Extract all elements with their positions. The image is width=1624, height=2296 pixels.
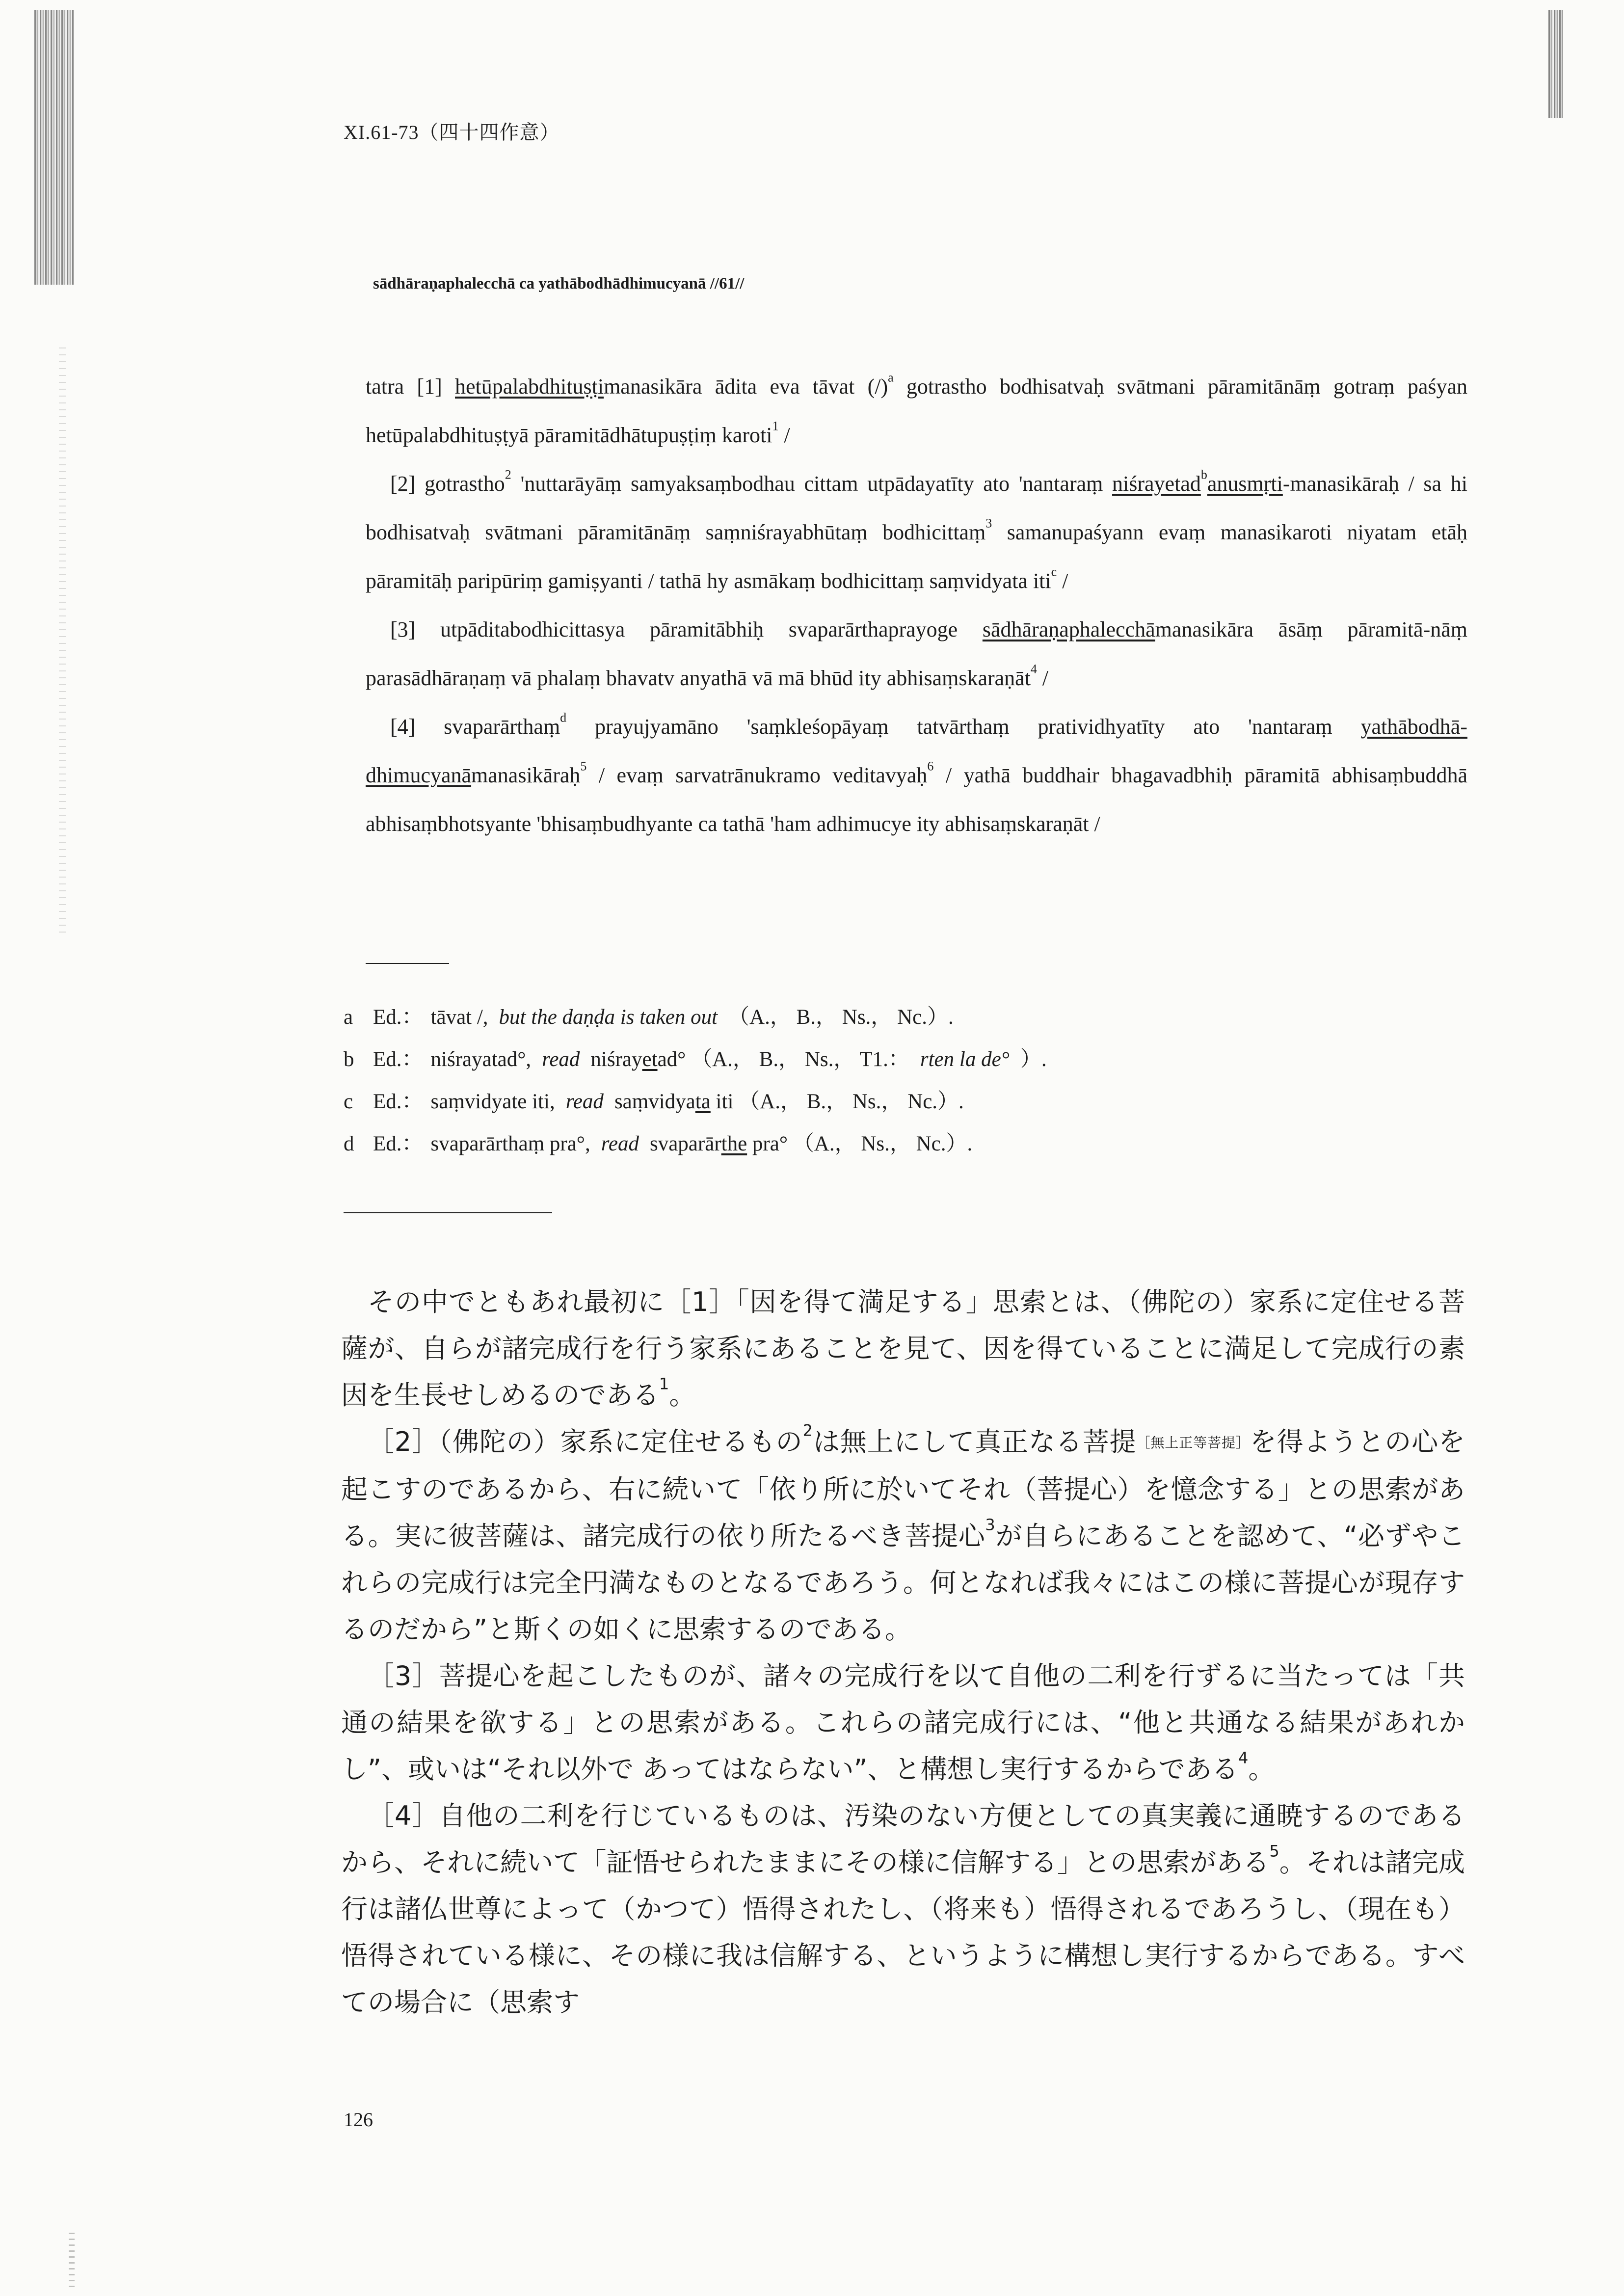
note-sources: （A.， B.， Ns.， Nc.）. <box>728 1006 954 1029</box>
note-text: saṃvidyate iti, <box>430 1090 555 1113</box>
text-run: / evaṃ sarvatrānukramo veditavyaḥ <box>586 763 928 787</box>
text-run: [4] svaparārthaṃ <box>390 715 560 739</box>
text-run: ［2］（佛陀の）家系に定住せるもの <box>368 1426 803 1457</box>
note-reading: saṃvidya <box>614 1090 695 1113</box>
footnote-marker: 6 <box>927 759 934 774</box>
text-run: / <box>778 423 790 447</box>
text-run: prayujyamāno 'saṃkleśopāyaṃ tatvārthaṃ pratividhyatīty ato 'nantaraṃ <box>566 715 1361 739</box>
page-number: 126 <box>344 2109 373 2131</box>
note-label: Ed.： <box>373 1048 423 1071</box>
japanese-para-1 <box>341 1279 1465 1418</box>
note-label: Ed.： <box>373 1006 423 1029</box>
footnote-marker: 3 <box>985 516 992 531</box>
underlined-term: sādhāraṇaphalecchā <box>982 617 1155 641</box>
note-c <box>344 1081 1423 1123</box>
note-text: niśrayatad°, <box>430 1048 532 1071</box>
section-divider <box>344 1212 552 1213</box>
scan-edge-left-lower <box>59 344 66 933</box>
notes-divider <box>366 963 449 964</box>
japanese-translation <box>341 1279 1465 2026</box>
note-italic: read <box>542 1048 580 1071</box>
text-run: manasikāra ādita eva tāvat (/) <box>604 374 888 399</box>
text-run: 'nuttarāyāṃ samyaksaṃbodhau cittam utpādayatīty ato 'nantaraṃ <box>511 472 1113 496</box>
footnote-marker: 1 <box>659 1374 669 1393</box>
japanese-para-2 <box>341 1418 1465 1653</box>
text-run: は無上にして真正なる菩提 <box>812 1426 1137 1457</box>
underlined-term: niśrayetad <box>1112 472 1201 496</box>
scan-edge-left <box>34 10 74 285</box>
gloss-small: ［無上正等菩提］ <box>1136 1435 1250 1451</box>
note-reading: iti <box>710 1090 734 1113</box>
scan-edge-right <box>1548 10 1563 118</box>
note-key: a <box>344 1006 353 1029</box>
text-run: [3] utpāditabodhicittasya pāramitābhiḥ svaparārthaprayoge <box>390 617 983 641</box>
sanskrit-para-1 <box>366 362 1467 459</box>
footnote-marker: 4 <box>1238 1748 1249 1767</box>
text-run: ［3］菩提心を起こしたものが、諸々の完成行を以て自他の二利を行ずるに当たっては「共通の結果を欲する」との思索がある。これらの諸完成行には、“他と共通なる結果があれかし”、或いは“それ以外で あってはならない”、と構想し実行するからである <box>341 1660 1465 1785</box>
footnote-marker: 3 <box>985 1515 995 1534</box>
japanese-para-4 <box>341 1792 1465 2026</box>
note-sources: （A.， Ns.， Nc.）. <box>793 1132 973 1155</box>
text-run: / yathā buddhair bhagavadbhiḥ pāramitā abhisaṃbuddhā abhisaṃbhotsyante 'bhisaṃbudhyante ca tathā 'ham adhimucye ity abhisaṃskaraṇāt / <box>366 763 1467 836</box>
note-italic: but the daṇḍa is taken out <box>499 1006 718 1029</box>
text-run: その中でともあれ最初に［1］「因を得て満足する」思索とは、（佛陀の）家系に定住せる菩薩が、自らが諸完成行を行う家系にあることを見て、因を得ていることに満足して完成行の素因を生長せしめるのである <box>341 1286 1465 1411</box>
text-run: gotrastho bodhisatvaḥ svātmani pāramitānāṃ gotraṃ paśyan hetūpalabdhituṣṭyā pāramitādhātupuṣṭiṃ karoti <box>366 374 1467 447</box>
sanskrit-para-2 <box>366 459 1467 605</box>
text-run: 。 <box>1248 1754 1275 1785</box>
note-d <box>344 1123 1423 1165</box>
note-a <box>344 996 1423 1039</box>
note-italic: read <box>565 1090 604 1113</box>
note-label: Ed.： <box>373 1090 423 1113</box>
footnote-marker: 5 <box>1269 1842 1279 1861</box>
text-run: が自らにあることを認めて、“必ずやこれらの完成行は完全円満なものとなるであろう。何となれば我々にはこの様に菩提心が現存するのだから”と斯くの如くに思索するのである。 <box>341 1521 1465 1645</box>
note-key: c <box>344 1090 353 1113</box>
note-reading: svaparār <box>649 1132 721 1155</box>
sanskrit-para-3 <box>366 605 1467 702</box>
text-run: ［4］自他の二利を行じているものは、汚染のない方便としての真実義に通暁するのであるから、それに続いて「証悟せられたままにその様に信解する」との思索がある <box>341 1800 1465 1878</box>
sanskrit-para-4 <box>366 702 1467 848</box>
note-reading-underlined: ta <box>695 1090 711 1113</box>
footnote-marker: 5 <box>580 759 587 774</box>
note-marker: b <box>1200 467 1207 482</box>
text-run: を得ようとの心を起こすのであるから、右に続いて「依り所に於いてそれ（菩提心）を憶念する」との思索がある。実に彼菩薩は、諸完成行の依り所たるべき菩提心 <box>341 1426 1465 1551</box>
text-run: manasikāra āsāṃ pāramitā-nāṃ parasādhāraṇaṃ vā phalaṃ bhavatv anyathā vā mā bhūd ity abhisaṃskaraṇāt <box>366 617 1467 690</box>
text-run: 。それは諸完成行は諸仏世尊によって（かつて）悟得されたし、（将来も）悟得されるであろうし、（現在も）悟得されている様に、その様に我は信解する、というように構想し実行するからである。すべての場合に（思索す <box>341 1847 1465 2018</box>
footnote-marker: 2 <box>802 1421 813 1440</box>
note-text: tāvat /, <box>430 1006 488 1029</box>
note-sources: ）. <box>1020 1048 1047 1071</box>
text-run: tatra [1] <box>366 374 455 399</box>
footnote-marker: 2 <box>505 467 511 482</box>
sanskrit-text <box>366 362 1467 848</box>
verse-line: sādhāraṇaphalecchā ca yathābodhādhimucyanā //61// <box>373 275 745 293</box>
footnote-marker: 1 <box>772 419 779 433</box>
note-key: b <box>344 1048 354 1071</box>
underlined-term: yathābodhā-dhimucyanā <box>366 715 1467 787</box>
note-label: Ed.： <box>373 1132 423 1155</box>
note-reading-underlined: et <box>642 1048 658 1071</box>
note-text: svaparārthaṃ pra°, <box>430 1132 590 1155</box>
note-b <box>344 1039 1423 1081</box>
underlined-term: anusmṛti <box>1207 472 1283 496</box>
note-key: d <box>344 1132 354 1155</box>
text-run: -manasikāraḥ / sa hi bodhisatvaḥ svātmani pāramitānāṃ saṃniśrayabhūtaṃ bodhicittaṃ <box>366 472 1467 544</box>
running-head: XI.61-73（四十四作意） <box>344 121 560 143</box>
note-reading-underlined: the <box>721 1132 747 1155</box>
text-run: samanupaśyann evaṃ manasikaroti niyatam etāḥ pāramitāḥ paripūriṃ gamiṣyanti / tathā hy asmākaṃ bodhicittaṃ saṃvidyata iti <box>366 520 1467 593</box>
text-run: / <box>1037 666 1049 690</box>
note-marker: c <box>1051 564 1057 579</box>
text-run: / <box>1057 569 1068 593</box>
scan-edge-bottom <box>69 2228 75 2287</box>
text-run: 。 <box>669 1380 696 1411</box>
japanese-para-3 <box>341 1653 1465 1792</box>
note-sources: （A.， B.， Ns.， T1.： <box>691 1048 909 1071</box>
note-reading: niśray <box>590 1048 642 1071</box>
note-italic: read <box>601 1132 639 1155</box>
note-reading: pra° <box>747 1132 788 1155</box>
critical-notes <box>344 996 1423 1165</box>
footnote-marker: 4 <box>1030 662 1037 676</box>
text-run: manasikāraḥ <box>471 763 581 787</box>
underlined-term: hetūpalabdhituṣṭi <box>455 374 604 399</box>
note-reading: ad° <box>657 1048 686 1071</box>
note-marker: a <box>888 370 894 385</box>
note-marker: d <box>560 710 567 725</box>
text-run: [2] gotrastho <box>390 472 505 496</box>
note-tibetan: rten la de° <box>920 1048 1010 1071</box>
note-sources: （A.， B.， Ns.， Nc.）. <box>739 1090 964 1113</box>
